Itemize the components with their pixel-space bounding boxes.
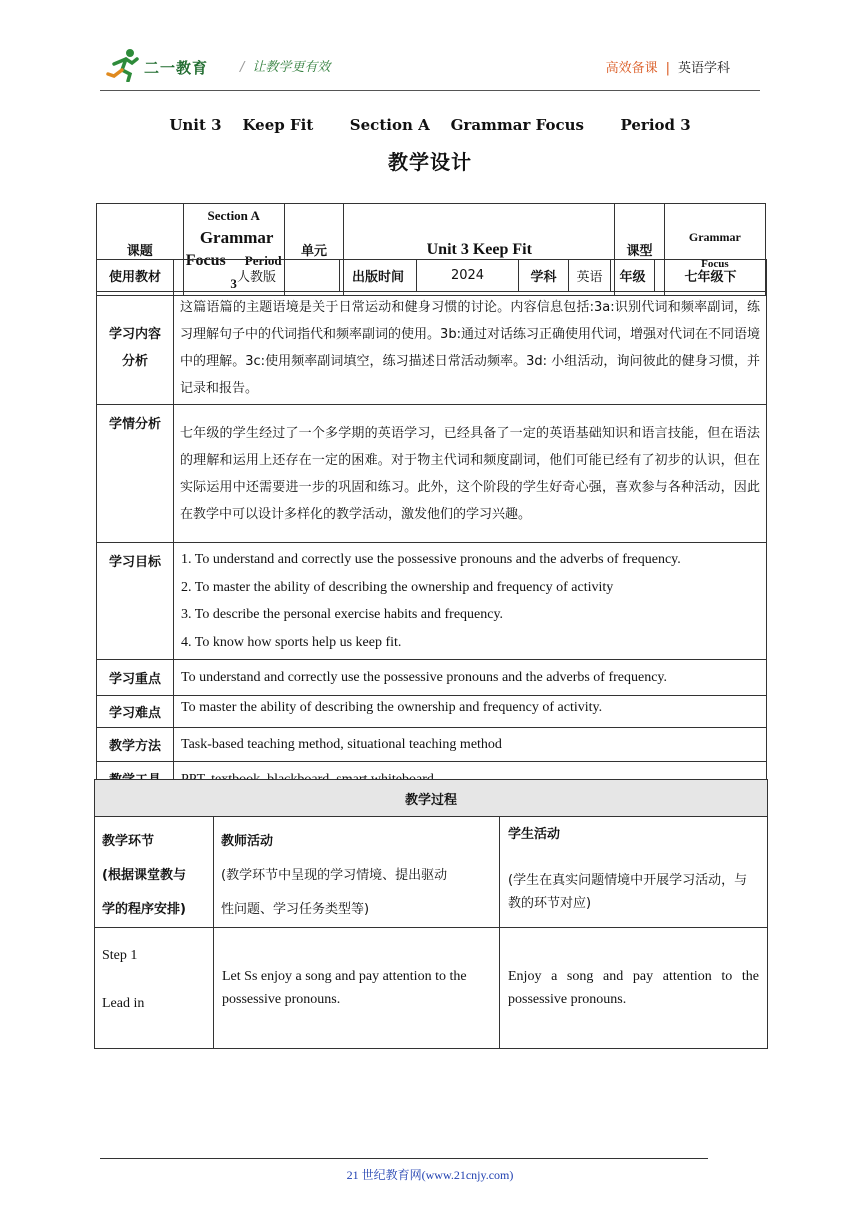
- process-row: [95, 928, 768, 1049]
- document-subtitle: Unit 3 Keep Fit Section A Grammar Focus Period 3: [169, 116, 691, 134]
- footer-divider: [100, 1158, 708, 1159]
- step-stage: Lead in: [102, 996, 145, 1011]
- col-student-title: 学生活动: [508, 827, 561, 842]
- unit-label: 单元: [284, 204, 344, 296]
- content-analysis-row: [97, 292, 767, 405]
- document-title: 教学设计: [388, 150, 472, 174]
- method-text: Task-based teaching method, situational teaching method: [174, 728, 767, 762]
- header-primary: 高效备课: [605, 61, 658, 76]
- teacher-activity: Let Ss enjoy a song and pay attention to the possessive pronouns.: [214, 928, 500, 1049]
- content-label: [97, 292, 174, 405]
- subject-value-cell: 英语: [569, 260, 611, 292]
- content-label-line1: 学习内容: [108, 327, 161, 342]
- type-label: 课型: [615, 204, 664, 296]
- col-teacher-sub1: (教学环节中呈现的学习情境、提出驱动: [221, 868, 448, 883]
- grade-label-cell: 年级: [611, 260, 655, 292]
- header-secondary: 英语学科: [677, 61, 730, 76]
- goal-item: 3. To describe the personal exercise habits and frequency.: [181, 607, 504, 622]
- goals-list: [174, 543, 767, 660]
- col-teacher-title: 教师活动: [221, 834, 274, 849]
- col-stage-header: [95, 817, 214, 928]
- student-activity: Enjoy a song and pay attention to the possessive pronouns.: [500, 928, 768, 1049]
- difficulty-label: 学习难点: [97, 696, 174, 728]
- pubtime-label-cell: 出版时间: [340, 260, 417, 292]
- pubtime-value-cell: 2024: [417, 260, 519, 292]
- lesson-info-row-textbook: [96, 259, 767, 292]
- goal-item: 1. To understand and correctly use the possessive pronouns and the adverbs of frequency.: [181, 552, 681, 567]
- grade-value-cell: 七年级下: [655, 260, 767, 292]
- goals-label: 学习目标: [97, 543, 174, 660]
- runner-logo-icon: [106, 48, 142, 82]
- col-teacher-header: [214, 817, 500, 928]
- topic-label: 课题: [97, 204, 184, 296]
- difficulty-text: To master the ability of describing the ownership and frequency of activity.: [174, 696, 767, 728]
- process-heading: 教学过程: [95, 780, 768, 817]
- focus-row: [97, 660, 767, 696]
- topic-section: Section A: [207, 208, 260, 223]
- focus-text: To understand and correctly use the possessive pronouns and the adverbs of frequency.: [174, 660, 767, 696]
- col-stage-sub2: 学的程序安排): [102, 902, 186, 917]
- logo-text: 二一教育: [144, 59, 209, 77]
- content-label-line2: 分析: [121, 354, 148, 369]
- content-text: 这篇语篇的主题语境是关于日常运动和健身习惯的讨论。内容信息包括:3a:识别代词和频率副词，练习理解句子中的代词指代和频率副词的使用。3b:通过对话练习正确使用代词，增强对代词在不同语境中的理解。3c:使用频率副词填空，练习描述日常活动频率。3d: 小组活动，询问彼此的健身习惯，并记录和报告。: [174, 292, 767, 405]
- col-student-sub: (学生在真实问题情境中开展学习活动，与教的环节对应): [508, 873, 748, 911]
- topic-grammar: Grammar: [199, 228, 274, 247]
- topic-focus: Focus: [185, 252, 226, 269]
- footer-text: 21 世纪教育网(www.21cnjy.com): [346, 1168, 514, 1182]
- method-row: [97, 728, 767, 762]
- learner-text: 七年级的学生经过了一个多学期的英语学习，已经具备了一定的英语基础知识和语言技能，但在语法的理解和运用上还存在一定的困难。对于物主代词和频度副词，他们可能已经有了初步的认识，但在实际运用中还需要进一步的巩固和练习。此外，这个阶段的学生好奇心强，喜欢参与各种活动，因此在教学中可以设计多样化的教学活动，激发他们的学习兴趣。: [174, 405, 767, 543]
- slogan: [240, 56, 330, 75]
- process-header-row: [95, 817, 768, 928]
- step-cell: [95, 928, 214, 1049]
- learner-label: 学情分析: [97, 405, 174, 543]
- goals-row: [97, 543, 767, 660]
- step-number: Step 1: [102, 948, 138, 963]
- topic-period: Period 3: [230, 253, 282, 291]
- goal-item: 2. To master the ability of describing the ownership and frequency of activity: [181, 579, 614, 595]
- goal-item: 4. To know how sports help us keep fit.: [181, 634, 402, 650]
- lesson-analysis-table: [96, 291, 767, 790]
- method-label: 教学方法: [97, 728, 174, 762]
- process-heading-row: [95, 780, 768, 817]
- teaching-process-table: [94, 779, 768, 1049]
- slogan-text: 让教学更有效: [252, 60, 331, 75]
- page-header: [100, 46, 760, 91]
- logo: [106, 46, 226, 82]
- textbook-label-cell: 使用教材: [97, 260, 174, 292]
- subject-label-cell: 学科: [519, 260, 569, 292]
- col-stage-title: 教学环节: [102, 834, 155, 849]
- type-line2: Focus: [701, 257, 729, 270]
- slash-separator: /: [240, 60, 245, 75]
- col-teacher-sub2: 性问题、学习任务类型等): [221, 902, 370, 917]
- difficulty-row: [97, 696, 767, 728]
- textbook-value-cell: 人教版: [174, 260, 340, 292]
- col-stage-sub1: (根据课堂教与: [102, 868, 186, 883]
- learner-analysis-row: [97, 405, 767, 543]
- unit-value: Unit 3 Keep Fit: [344, 204, 615, 296]
- focus-label: 学习重点: [97, 660, 174, 696]
- col-student-header: [500, 817, 768, 928]
- type-line1: Grammar: [688, 229, 741, 244]
- header-right: [606, 57, 730, 76]
- header-separator: |: [665, 61, 670, 76]
